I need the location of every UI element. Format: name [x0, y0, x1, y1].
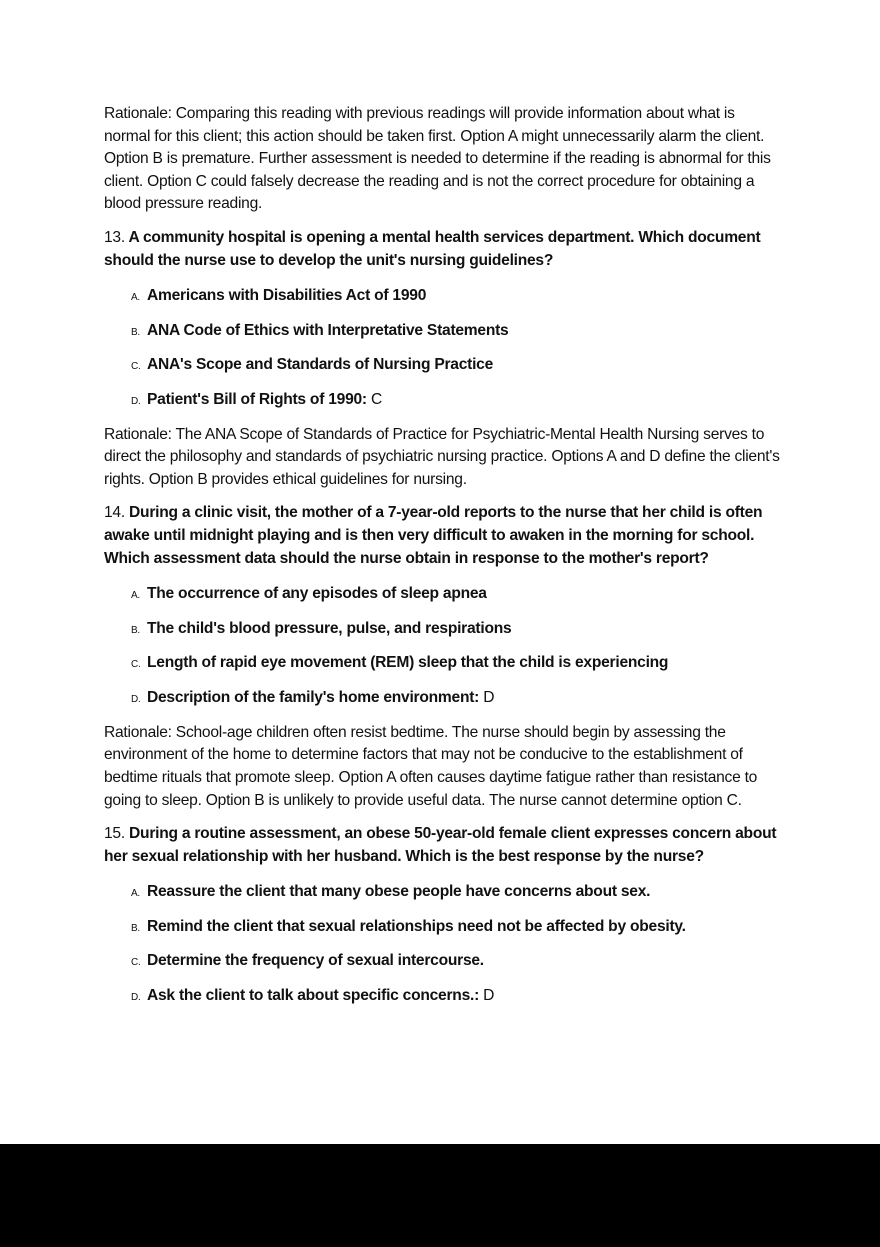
- options-list-q15: [104, 881, 784, 1008]
- option-text: ANA's Scope and Standards of Nursing Practice: [147, 356, 493, 374]
- option-b: [131, 618, 784, 653]
- option-text: Description of the family's home environment:: [147, 688, 480, 706]
- option-text: The child's blood pressure, pulse, and respirations: [147, 619, 512, 637]
- option-c: [131, 354, 784, 389]
- question-number: 14.: [104, 504, 125, 522]
- option-letter: A.: [131, 888, 140, 900]
- option-text: ANA Code of Ethics with Interpretative Statements: [147, 321, 509, 339]
- option-letter: D.: [131, 693, 141, 705]
- rationale-q13: Rationale: The ANA Scope of Standards of Practice for Psychiatric-Mental Health Nursing serves to direct the philosophy and standards of psychiatric nursing practice. Options A and D define the client's rights. Option B provides ethical guidelines for nursing.: [104, 425, 780, 488]
- option-text: Length of rapid eye movement (REM) sleep that the child is experiencing: [147, 654, 669, 672]
- question-text: During a clinic visit, the mother of a 7-year-old reports to the nurse that her child is often awake until midnight playing and is then very difficult to awaken in the morning for school. Which assessment data should the nurse obtain in response to the mother's report?: [104, 504, 763, 567]
- answer-key: D: [479, 688, 495, 706]
- option-text: Americans with Disabilities Act of 1990: [147, 287, 427, 305]
- option-text: Determine the frequency of sexual intercourse.: [147, 952, 484, 970]
- option-b: [131, 320, 784, 355]
- question-text: During a routine assessment, an obese 50-year-old female client expresses concern about her sexual relationship with her husband. Which is the best response by the nurse?: [104, 825, 777, 865]
- option-b: [131, 916, 784, 951]
- option-letter: B.: [131, 326, 140, 338]
- answer-key: C: [366, 390, 382, 408]
- answer-key: D: [479, 986, 495, 1004]
- option-d: [131, 985, 784, 1008]
- option-text: The occurrence of any episodes of sleep apnea: [147, 585, 487, 603]
- option-c: [131, 652, 784, 687]
- question-13: [104, 227, 784, 272]
- option-a: [131, 583, 784, 618]
- option-text: Ask the client to talk about specific concerns.:: [147, 986, 480, 1004]
- option-letter: D.: [131, 991, 141, 1003]
- option-text: Reassure the client that many obese people have concerns about sex.: [147, 883, 651, 901]
- option-d: [131, 389, 784, 412]
- question-text: A community hospital is opening a mental health services department. Which document should the nurse use to develop the unit's nursing guidelines?: [104, 228, 761, 269]
- rationale-q12: Rationale: Comparing this reading with previous readings will provide information about what is normal for this client; this action should be taken first. Option A might unnecessarily alarm the client. Option B is premature. Further assessment is needed to determine if the reading is abnormal for this client. Option C could falsely decrease the reading and is not the correct procedure for obtaining a blood pressure reading.: [104, 105, 771, 213]
- option-text: Patient's Bill of Rights of 1990:: [147, 390, 367, 408]
- option-c: [131, 950, 784, 985]
- black-bottom-band: [0, 1144, 880, 1247]
- option-letter: C.: [131, 361, 141, 373]
- option-a: [131, 285, 784, 320]
- page-content: [104, 103, 784, 1020]
- question-number: 13.: [104, 228, 125, 246]
- option-letter: D.: [131, 395, 141, 407]
- question-15: [104, 823, 784, 868]
- option-letter: B.: [131, 624, 140, 636]
- options-list-q14: [104, 583, 784, 710]
- option-letter: C.: [131, 659, 141, 671]
- question-14: [104, 502, 784, 570]
- option-letter: A.: [131, 590, 140, 602]
- option-text: Remind the client that sexual relationships need not be affected by obesity.: [147, 917, 686, 935]
- option-d: [131, 687, 784, 710]
- rationale-q14: Rationale: School-age children often resist bedtime. The nurse should begin by assessing the environment of the home to determine factors that may not be conducive to the establishment of bedtime rituals that promote sleep. Option A often causes daytime fatigue rather than resistance to going to sleep. Option B is unlikely to provide useful data. The nurse cannot determine option C.: [104, 723, 758, 809]
- option-letter: B.: [131, 922, 140, 934]
- option-letter: A.: [131, 292, 140, 304]
- options-list-q13: [104, 285, 784, 412]
- option-a: [131, 881, 784, 916]
- option-letter: C.: [131, 957, 141, 969]
- question-number: 15.: [104, 825, 125, 843]
